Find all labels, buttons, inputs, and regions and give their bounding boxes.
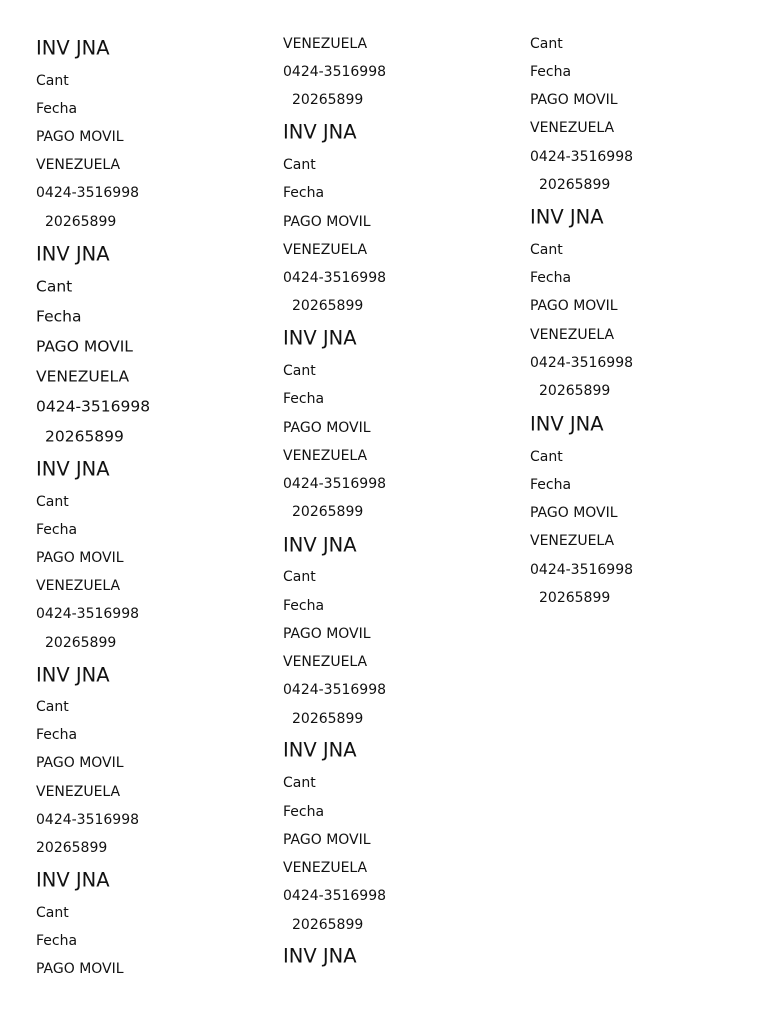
invoice-line: Cant: [283, 363, 316, 379]
invoice-line: Fecha: [36, 101, 78, 117]
invoice-line: Cant: [283, 157, 316, 173]
invoice-line: 20265899: [292, 711, 364, 727]
invoice-line: Cant: [283, 569, 316, 585]
invoice-line: Fecha: [530, 477, 572, 493]
invoice-line: 0424-3516998: [530, 149, 634, 165]
invoice-line: 0424-3516998: [283, 476, 387, 492]
invoice-line: 0424-3516998: [283, 682, 387, 698]
invoice-line: 0424-3516998: [36, 397, 151, 416]
invoice-line: Fecha: [36, 727, 78, 743]
invoice-line: PAGO MOVIL: [36, 550, 124, 566]
invoice-title: INV JNA: [283, 120, 357, 144]
invoice-title: INV JNA: [283, 944, 357, 968]
invoice-title: INV JNA: [36, 457, 110, 481]
invoice-line: 0424-3516998: [530, 562, 634, 578]
invoice-line: 20265899: [45, 635, 117, 651]
invoice-line: 20265899: [292, 504, 364, 520]
invoice-line: 20265899: [36, 840, 108, 856]
invoice-line: VENEZUELA: [283, 448, 368, 464]
invoice-line: PAGO MOVIL: [530, 92, 618, 108]
invoice-line: VENEZUELA: [530, 327, 615, 343]
invoice-line: Cant: [36, 494, 69, 510]
invoice-title: INV JNA: [36, 663, 110, 687]
invoice-line: Cant: [36, 905, 69, 921]
invoice-line: 20265899: [292, 298, 364, 314]
invoice-title: INV JNA: [283, 738, 357, 762]
invoice-line: PAGO MOVIL: [283, 626, 371, 642]
invoice-line: VENEZUELA: [283, 242, 368, 258]
invoice-line: 20265899: [292, 92, 364, 108]
invoice-line: Cant: [36, 73, 69, 89]
invoice-line: Cant: [36, 277, 73, 296]
invoice-title: INV JNA: [283, 326, 357, 350]
invoice-title: INV JNA: [530, 205, 604, 229]
invoice-line: 0424-3516998: [530, 355, 634, 371]
invoice-line: Cant: [530, 449, 563, 465]
invoice-title: INV JNA: [36, 242, 110, 266]
invoice-title: INV JNA: [283, 533, 357, 557]
invoice-line: 0424-3516998: [283, 888, 387, 904]
invoice-line: VENEZUELA: [36, 784, 121, 800]
invoice-line: Fecha: [530, 270, 572, 286]
invoice-line: Fecha: [283, 804, 325, 820]
invoice-line: Cant: [283, 775, 316, 791]
invoice-line: 20265899: [539, 383, 611, 399]
invoice-line: PAGO MOVIL: [36, 129, 124, 145]
invoice-line: VENEZUELA: [530, 533, 615, 549]
invoice-line: Fecha: [283, 185, 325, 201]
invoice-line: VENEZUELA: [283, 36, 368, 52]
invoice-line: 0424-3516998: [283, 270, 387, 286]
invoice-line: VENEZUELA: [36, 157, 121, 173]
invoice-line: PAGO MOVIL: [36, 755, 124, 771]
invoice-title: INV JNA: [36, 36, 110, 60]
invoice-line: 0424-3516998: [36, 812, 140, 828]
invoice-line: VENEZUELA: [36, 367, 130, 386]
invoice-line: VENEZUELA: [283, 860, 368, 876]
invoice-title: INV JNA: [36, 868, 110, 892]
invoice-line: 20265899: [45, 427, 124, 446]
invoice-line: Fecha: [36, 933, 78, 949]
invoice-line: VENEZUELA: [36, 578, 121, 594]
invoice-line: PAGO MOVIL: [530, 298, 618, 314]
invoice-line: 20265899: [45, 214, 117, 230]
invoice-line: PAGO MOVIL: [283, 832, 371, 848]
invoice-line: 20265899: [539, 177, 611, 193]
invoice-line: 20265899: [292, 917, 364, 933]
invoice-line: 0424-3516998: [36, 606, 140, 622]
invoice-line: Cant: [36, 699, 69, 715]
invoice-line: VENEZUELA: [283, 654, 368, 670]
invoice-line: Fecha: [36, 307, 82, 326]
invoice-line: Cant: [530, 36, 563, 52]
invoice-line: PAGO MOVIL: [530, 505, 618, 521]
invoice-line: 0424-3516998: [36, 185, 140, 201]
invoice-line: PAGO MOVIL: [36, 961, 124, 977]
invoice-line: PAGO MOVIL: [283, 214, 371, 230]
invoice-line: 0424-3516998: [283, 64, 387, 80]
invoice-line: Fecha: [530, 64, 572, 80]
invoice-line: Fecha: [283, 391, 325, 407]
invoice-line: VENEZUELA: [530, 120, 615, 136]
invoice-title: INV JNA: [530, 412, 604, 436]
invoice-line: PAGO MOVIL: [36, 337, 133, 356]
invoice-line: Fecha: [36, 522, 78, 538]
invoice-line: Cant: [530, 242, 563, 258]
invoice-line: PAGO MOVIL: [283, 420, 371, 436]
invoice-line: Fecha: [283, 598, 325, 614]
invoice-line: 20265899: [539, 590, 611, 606]
